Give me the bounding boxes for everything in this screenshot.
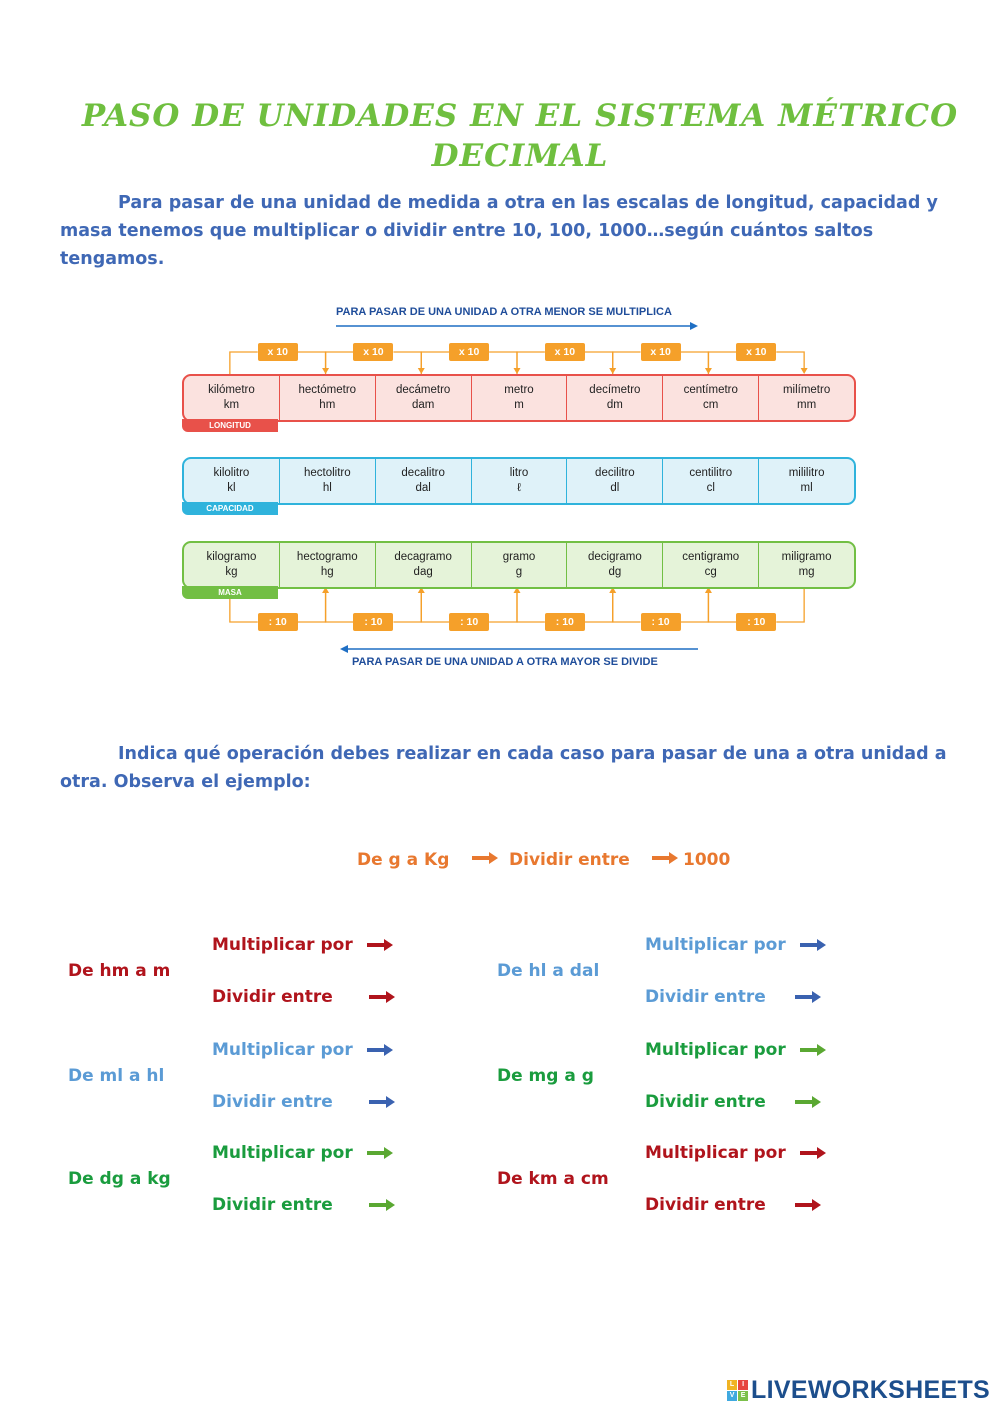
answer-arrow-icon xyxy=(795,991,821,1003)
multiply-connector xyxy=(613,352,641,374)
unit-symbol: g xyxy=(515,566,523,578)
multiply-step-box: x 10 xyxy=(545,343,585,361)
divide-connector xyxy=(708,591,736,622)
unit-name: decilitro xyxy=(595,467,635,479)
answer-arrow-icon xyxy=(800,1147,826,1159)
divide-option-label: Dividir entre xyxy=(212,987,333,1007)
unit-cell xyxy=(279,376,375,420)
multiply-connector xyxy=(326,352,354,374)
multiply-option-label: Multiplicar por xyxy=(645,1040,786,1060)
multiply-connector xyxy=(681,352,709,370)
example-arrow-icon xyxy=(472,852,498,864)
example-result: 1000 xyxy=(683,850,731,870)
answer-arrow-icon xyxy=(800,1044,826,1056)
multiply-option-label: Multiplicar por xyxy=(645,935,786,955)
unit-symbol: dl xyxy=(610,482,620,494)
conversion-pair-label: De hl a dal xyxy=(497,961,600,981)
logo-letter: V xyxy=(727,1391,737,1401)
multiply-option-label: Multiplicar por xyxy=(212,1143,353,1163)
unit-symbol: hm xyxy=(319,399,336,411)
unit-name: gramo xyxy=(502,551,536,563)
unit-symbol: ml xyxy=(800,482,813,494)
unit-symbol: mm xyxy=(797,399,817,411)
liveworksheets-footer xyxy=(727,1376,990,1405)
unit-cell xyxy=(279,459,375,503)
answer-arrow-icon xyxy=(369,991,395,1003)
unit-name: centilitro xyxy=(689,467,733,479)
multiply-connector xyxy=(393,352,421,370)
divide-step-box: : 10 xyxy=(353,613,393,631)
multiply-connector xyxy=(421,352,449,374)
divide-step-box: : 10 xyxy=(545,613,585,631)
example-from: De g a Kg xyxy=(357,850,450,870)
divide-option-label: Dividir entre xyxy=(212,1195,333,1215)
conversion-pair-label: De dg a kg xyxy=(68,1169,171,1189)
unit-cell xyxy=(184,543,279,587)
divide-option-label: Dividir entre xyxy=(645,1092,766,1112)
page-title: PASO DE UNIDADES EN EL SISTEMA MÉTRICO DECIMAL xyxy=(81,98,959,174)
answer-arrow-icon xyxy=(369,1199,395,1211)
answer-arrow-icon xyxy=(367,939,393,951)
divide-connector xyxy=(326,591,354,622)
unit-symbol: km xyxy=(223,399,240,411)
unit-symbol: m xyxy=(514,399,524,411)
unit-name: hectogramo xyxy=(296,551,358,563)
logo-letter: L xyxy=(727,1380,737,1390)
liveworksheets-logo-icon xyxy=(727,1380,748,1401)
unit-name: centímetro xyxy=(683,384,738,396)
unit-symbol: ℓ xyxy=(517,482,521,494)
unit-symbol: hg xyxy=(320,566,334,578)
answer-arrow-icon xyxy=(369,1096,395,1108)
unit-name: litro xyxy=(509,467,529,479)
unit-row-1 xyxy=(182,457,856,505)
unit-symbol: hl xyxy=(322,482,332,494)
divide-connector xyxy=(585,587,613,622)
divide-step-box: : 10 xyxy=(449,613,489,631)
unit-cell xyxy=(566,376,662,420)
divide-connector xyxy=(776,587,804,622)
unit-name: decigramo xyxy=(588,551,642,563)
divide-option-label: Dividir entre xyxy=(645,987,766,1007)
divide-connector xyxy=(489,587,517,622)
divide-caption-arrowhead-icon xyxy=(340,645,348,653)
unit-row-0 xyxy=(182,374,856,422)
unit-cell xyxy=(566,459,662,503)
multiply-caption-arrowhead-icon xyxy=(690,322,698,330)
unit-name: kilogramo xyxy=(206,551,257,563)
unit-name: kilolitro xyxy=(213,467,250,479)
multiply-option-label: Multiplicar por xyxy=(212,935,353,955)
instructions-paragraph xyxy=(60,740,970,796)
divide-step-box: : 10 xyxy=(641,613,681,631)
unit-cell xyxy=(375,543,471,587)
intro-text: Para pasar de una unidad de medida a otra en las escalas de longitud, capacidad y masa tenemos que multiplicar o dividir entre 10, 100, 1000…según cuántos saltos tengamos. xyxy=(60,193,938,269)
conversion-pair-label: De km a cm xyxy=(497,1169,609,1189)
unit-cell xyxy=(662,376,758,420)
conversion-pair-label: De mg a g xyxy=(497,1066,594,1086)
multiply-caption: PARA PASAR DE UNA UNIDAD A OTRA MENOR SE MULTIPLICA xyxy=(336,306,672,318)
unit-cell xyxy=(758,543,854,587)
unit-symbol: mg xyxy=(798,566,815,578)
unit-cell xyxy=(471,459,567,503)
multiply-connector xyxy=(708,352,736,374)
divide-step-box: : 10 xyxy=(258,613,298,631)
intro-paragraph xyxy=(60,189,970,273)
answer-arrow-icon xyxy=(367,1044,393,1056)
unit-name: kilómetro xyxy=(208,384,255,396)
multiply-step-box: x 10 xyxy=(736,343,776,361)
unit-symbol: dag xyxy=(413,566,433,578)
unit-symbol: dam xyxy=(411,399,435,411)
multiply-step-box: x 10 xyxy=(449,343,489,361)
multiply-connector xyxy=(517,352,545,374)
conversion-pair-label: De hm a m xyxy=(68,961,171,981)
divide-caption: PARA PASAR DE UNA UNIDAD A OTRA MAYOR SE DIVIDE xyxy=(352,656,658,668)
unit-symbol: cl xyxy=(706,482,715,494)
logo-letter: E xyxy=(738,1391,748,1401)
multiply-option-label: Multiplicar por xyxy=(645,1143,786,1163)
multiply-connector xyxy=(298,352,326,370)
unit-symbol: cm xyxy=(703,399,719,411)
unit-name: decagramo xyxy=(394,551,452,563)
row-tag: CAPACIDAD xyxy=(182,502,278,515)
unit-cell xyxy=(758,376,854,420)
unit-cell xyxy=(662,543,758,587)
example-operation: Dividir entre xyxy=(509,850,630,870)
multiply-option-label: Multiplicar por xyxy=(212,1040,353,1060)
multiply-connector xyxy=(489,352,517,370)
divide-connector xyxy=(421,591,449,622)
multiply-step-box: x 10 xyxy=(353,343,393,361)
unit-cell xyxy=(471,543,567,587)
unit-symbol: dal xyxy=(415,482,431,494)
unit-cell xyxy=(758,459,854,503)
multiply-connector xyxy=(230,352,258,374)
conversion-pair-label: De ml a hl xyxy=(68,1066,165,1086)
multiply-connector xyxy=(585,352,613,370)
answer-arrow-icon xyxy=(800,939,826,951)
unit-symbol: kl xyxy=(227,482,236,494)
unit-name: decímetro xyxy=(589,384,641,396)
unit-cell xyxy=(184,376,279,420)
unit-symbol: kg xyxy=(225,566,238,578)
row-tag: LONGITUD xyxy=(182,419,278,432)
unit-symbol: dm xyxy=(606,399,623,411)
unit-cell xyxy=(375,459,471,503)
unit-name: decalitro xyxy=(401,467,445,479)
row-tag: MASA xyxy=(182,586,278,599)
answer-arrow-icon xyxy=(795,1199,821,1211)
unit-name: mililitro xyxy=(788,467,825,479)
divide-connector xyxy=(298,587,326,622)
answer-arrow-icon xyxy=(367,1147,393,1159)
metric-units-diagram xyxy=(170,296,870,686)
divide-connector xyxy=(517,591,545,622)
unit-name: decámetro xyxy=(395,384,451,396)
unit-cell xyxy=(184,459,279,503)
unit-name: metro xyxy=(504,384,534,396)
multiply-connector xyxy=(776,352,804,370)
unit-cell xyxy=(662,459,758,503)
unit-cell xyxy=(566,543,662,587)
divide-connector xyxy=(681,587,709,622)
unit-name: hectolitro xyxy=(303,467,351,479)
unit-row-2 xyxy=(182,541,856,589)
divide-step-box: : 10 xyxy=(736,613,776,631)
answer-arrow-icon xyxy=(795,1096,821,1108)
multiply-step-box: x 10 xyxy=(641,343,681,361)
liveworksheets-brand: LIVEWORKSHEETS xyxy=(751,1376,990,1404)
unit-symbol: cg xyxy=(704,566,717,578)
divide-connector xyxy=(393,587,421,622)
example-arrow-icon-2 xyxy=(652,852,678,864)
unit-name: miligramo xyxy=(781,551,832,563)
divide-option-label: Dividir entre xyxy=(645,1195,766,1215)
unit-name: centigramo xyxy=(682,551,740,563)
unit-name: hectómetro xyxy=(298,384,357,396)
unit-symbol: dg xyxy=(608,566,622,578)
instructions-text: Indica qué operación debes realizar en cada caso para pasar de una a otra unidad a otra. Observa el ejemplo: xyxy=(60,744,947,792)
multiply-step-box: x 10 xyxy=(258,343,298,361)
unit-name: milímetro xyxy=(782,384,831,396)
unit-cell xyxy=(375,376,471,420)
unit-cell xyxy=(471,376,567,420)
divide-option-label: Dividir entre xyxy=(212,1092,333,1112)
divide-connector xyxy=(613,591,641,622)
unit-cell xyxy=(279,543,375,587)
logo-letter: I xyxy=(738,1380,748,1390)
